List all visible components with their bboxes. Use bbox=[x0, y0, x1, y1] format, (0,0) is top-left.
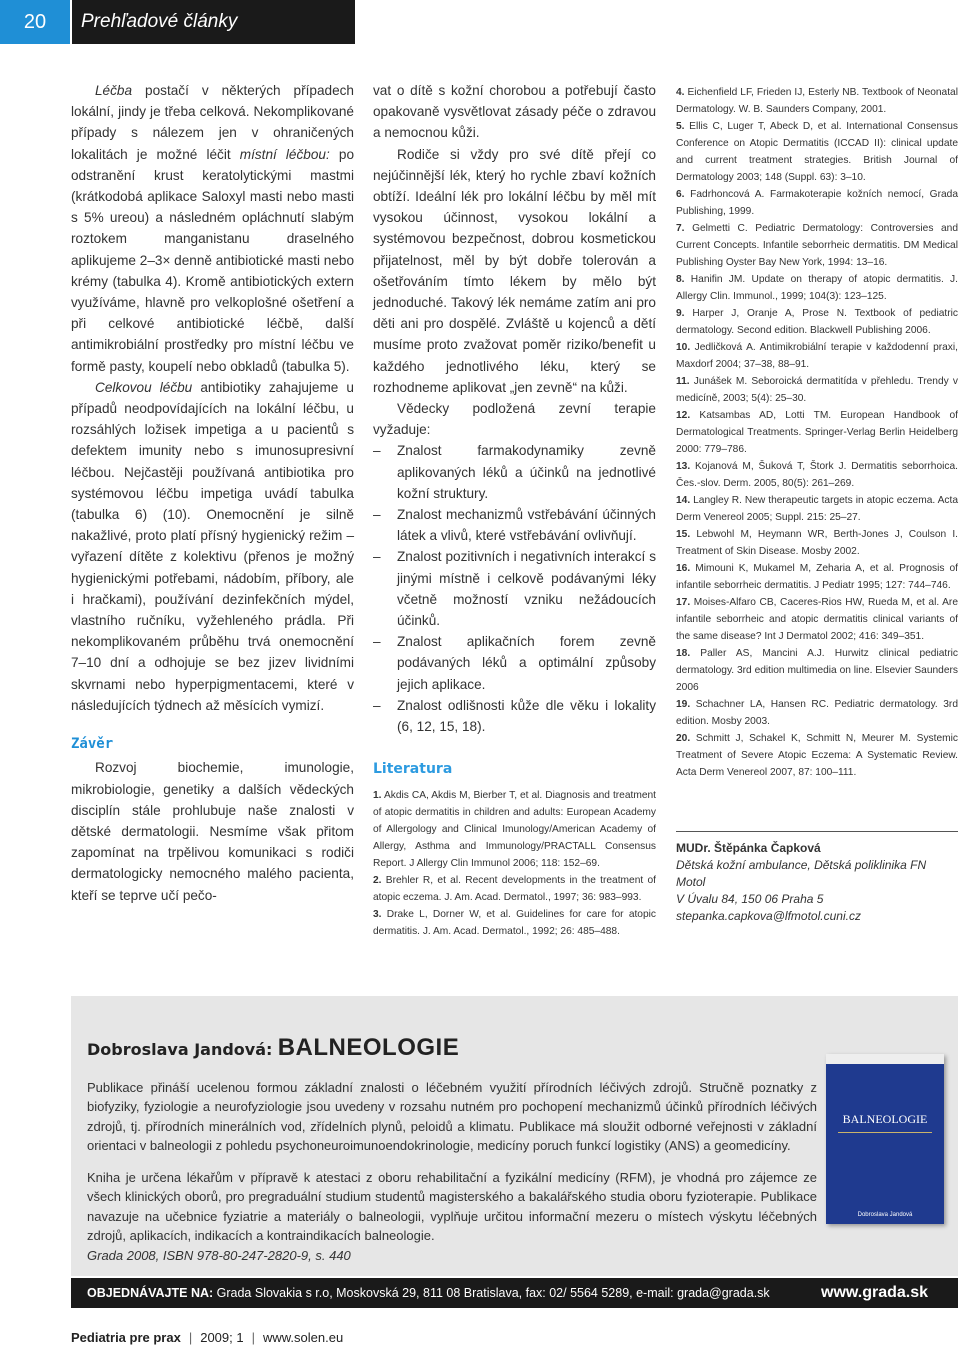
paragraph: Rozvoj biochemie, imunologie, mikrobiologie, genetiky a dalších vědeckých disciplín stále prohlubuje naše znalosti v dětské dermatologii. Nesmíme však přitom zapomínat na trpělivou komunikaci s rodiči dermatologicky nemocného malého pacienta, kteří se teprve učí pečo- bbox=[71, 760, 354, 903]
reference-number: 10. bbox=[676, 342, 691, 353]
list-item: – Znalost aplikačních forem zevně podávaných léků a optimální způsoby jejich aplikace. bbox=[373, 631, 656, 695]
column-1 bbox=[71, 80, 354, 906]
reference-number: 17. bbox=[676, 597, 691, 608]
reference-number: 6. bbox=[676, 189, 685, 200]
reference-item bbox=[676, 696, 958, 730]
reference-item bbox=[676, 186, 958, 220]
reference-item bbox=[676, 373, 958, 407]
reference-number: 8. bbox=[676, 274, 685, 285]
reference-number: 20. bbox=[676, 733, 691, 744]
text-run: postačí v některých případech lokální, jindy je třeba celková. Nekomplikované případy s nálezem jen v ohraničených lokalitách je možné léčit bbox=[71, 83, 354, 162]
paragraph: vat o dítě s kožní chorobou a potřebují často opakovaně vysvětlovat zásady péče o zdravou a nemocnou kůži. bbox=[373, 83, 656, 141]
book-cover-rule bbox=[838, 1132, 932, 1133]
column-3 bbox=[676, 84, 958, 925]
book-cover-title: BALNEOLOGIE bbox=[842, 1112, 928, 1126]
paragraph bbox=[71, 80, 354, 377]
author-name: MUDr. Štěpánka Čapková bbox=[676, 841, 821, 855]
section-heading-literatura: Literatura bbox=[373, 761, 453, 778]
paragraph bbox=[71, 377, 354, 716]
reference-number: 13. bbox=[676, 461, 691, 472]
reference-item bbox=[676, 407, 958, 458]
order-text bbox=[71, 1286, 770, 1300]
reference-text: Schachner LA, Hansen RC. Pediatric dermatology. 3rd edition. Mosby 2003. bbox=[676, 699, 958, 727]
section-title: Prehľadové články bbox=[72, 0, 355, 44]
section-heading-zaver: Závěr bbox=[71, 736, 114, 753]
requirements-list bbox=[373, 440, 656, 737]
reference-number: 11. bbox=[676, 376, 690, 387]
reference-item bbox=[373, 872, 656, 906]
reference-item bbox=[676, 730, 958, 781]
page-number: 20 bbox=[0, 0, 70, 44]
reference-item bbox=[676, 458, 958, 492]
ad-author: Dobroslava Jandová: bbox=[87, 1040, 273, 1059]
reference-text: Hanifin JM. Update on therapy of atopic dermatitis. J. Allergy Clin. Immunol., 1999; 104(3): 123–125. bbox=[676, 274, 958, 302]
reference-text: Fadrhoncová A. Farmakoterapie kožních nemocí, Grada Publishing, 1999. bbox=[676, 189, 958, 217]
italic-term: Léčba bbox=[95, 83, 133, 98]
paragraph: Rodiče si vždy pro své dítě přejí co nejúčinnější lék, který ho rychle zbaví kožních obtíží. Ideální lék pro lokální léčbu by měl mít vysokou účinnost, vysokou lokální a systémovou bezpečnost, dobrou kosmetickou přijatelnost, měl by být dobře tolerován a ošetřováním tímto lékem by mělo být jednoduché. Takový lék nemáme zatím ani pro děti ani pro dospělé. Zvláště u kojenců a dětí musíme proto zvažovat poměr riziko/benefit u každého jednotlivého léku, který se rozhodneme aplikovat „jen zevně“ na kůži. bbox=[373, 146, 656, 395]
list-item: – Znalost pozitivních i negativních interakcí s jinými místně i celkově podávanými léky včetně možností vzniku nežádoucích účinků. bbox=[373, 546, 656, 631]
reference-item bbox=[676, 220, 958, 271]
italic-term: Celkovou léčbu bbox=[95, 379, 193, 395]
author-block bbox=[676, 831, 958, 925]
reference-number: 9. bbox=[676, 308, 685, 319]
reference-item bbox=[676, 560, 958, 594]
reference-number: 12. bbox=[676, 410, 691, 421]
reference-text: Junášek M. Seboroická dermatitída v přehledu. Trendy v medicíně, 2003; 5(4): 25–30. bbox=[676, 376, 958, 404]
reference-number: 15. bbox=[676, 529, 691, 540]
ad-audience: Kniha je určena lékařům v přípravě k atestaci z oboru rehabilitační a fyzikální medicíny (RFM), je vhodná pro zájemce ze všech klinických oborů, pro pregraduální studium studentů magisterského a bakalářského studia oboru fyzioterapie. Publikace navazuje na učebnice fyziatrie a materiály o balneologii, vyplňuje určitou informační mezeru o místech výskytu léčebných zdrojů, aplikacích, indikacích a kontraindikacích balneologie. bbox=[87, 1170, 817, 1243]
reference-item bbox=[676, 339, 958, 373]
reference-number: 1. bbox=[373, 789, 382, 801]
reference-number: 2. bbox=[373, 874, 382, 886]
reference-text: Eichenfield LF, Frieden IJ, Esterly NB. Textbook of Neonatal Dermatology. W. B. Saunders Company, 2001. bbox=[676, 87, 958, 115]
reference-item bbox=[676, 492, 958, 526]
book-cover-stripe bbox=[826, 1054, 944, 1064]
order-bar bbox=[71, 1278, 958, 1308]
footer-separator: | bbox=[251, 1330, 255, 1345]
reference-number: 4. bbox=[676, 87, 685, 98]
author-address: V Úvalu 84, 150 06 Praha 5 bbox=[676, 892, 824, 906]
reference-text: Brehler R, et al. Recent developments in the treatment of atopic eczema. J. Am. Acad. Dermatol., 1997; 36: 983–993. bbox=[373, 874, 656, 903]
book-advertisement bbox=[71, 996, 958, 1276]
reference-number: 3. bbox=[373, 908, 382, 920]
reference-text: Katsambas AD, Lotti TM. European Handbook of Dermatological Treatments. Springer-Verlag Berlin Heidelberg 2000: 779–786. bbox=[676, 410, 958, 455]
ad-book-title: BALNEOLOGIE bbox=[277, 1034, 460, 1061]
reference-number: 5. bbox=[676, 121, 685, 132]
book-cover-image bbox=[826, 1054, 944, 1224]
page-footer bbox=[71, 1330, 343, 1345]
list-item: – Znalost odlišnosti kůže dle věku i lokality (6, 12, 15, 18). bbox=[373, 695, 656, 737]
journal-name: Pediatria pre prax bbox=[71, 1330, 181, 1345]
reference-text: Drake L, Dorner W, et al. Guidelines for care for atopic dermatitis. J. Am. Acad. Dermatol., 1992; 26: 485–488. bbox=[373, 908, 656, 937]
footer-separator: | bbox=[188, 1330, 193, 1345]
list-item: – Znalost farmakodynamiky zevně aplikovaných léků a účinků na jednotlivé kožní struktury. bbox=[373, 440, 656, 504]
book-cover-author: Dobroslava Jandová bbox=[857, 1212, 913, 1218]
reference-number: 16. bbox=[676, 563, 691, 574]
reference-item bbox=[373, 906, 656, 940]
reference-text: Jedličková A. Antimikrobiální terapie v každodenní praxi, Maxdorf 2004; 37–38, 88–91. bbox=[676, 342, 958, 370]
order-label: OBJEDNÁVAJTE NA: bbox=[87, 1286, 214, 1300]
reference-text: Kojanová M, Šuková T, Štork J. Dermatitis seborrhoica. Čes.-slov. Derm. 2005, 80(5): 261–269. bbox=[676, 461, 958, 489]
ad-title bbox=[87, 1034, 459, 1062]
reference-number: 7. bbox=[676, 223, 685, 234]
reference-text: Schmitt J, Schakel K, Schmitt N, Meurer M. Systemic Treatment of Severe Atopic Eczema: A Systematic Review. Acta Derm Venereol 2007, 87: 100–111. bbox=[676, 733, 958, 778]
reference-text: Langley R. New therapeutic targets in atopic eczema. Acta Derm Venereol 2005; Suppl. 215: 25–27. bbox=[676, 495, 958, 523]
reference-item bbox=[373, 787, 656, 872]
journal-site-link[interactable]: www.solen.eu bbox=[262, 1330, 344, 1345]
reference-text: Ellis C, Luger T, Abeck D, et al. International Consensus Conference on Atopic Dermatitis (ICCAD II): clinical update and current treatment strategies. British Journal of Dermatology 2003; 148 (Suppl. 63): 3–10. bbox=[676, 121, 958, 183]
reference-text: Gelmetti C. Pediatric Dermatology: Controversies and Current Concepts. Infantile seborrheic dermatitis. DM Medical Publishing Oyster Bay New York, 1994: 13–16. bbox=[676, 223, 958, 268]
author-affiliation: Dětská kožní ambulance, Dětská poliklinika FN Motol bbox=[676, 858, 927, 889]
reference-item bbox=[676, 305, 958, 339]
reference-number: 19. bbox=[676, 699, 691, 710]
reference-item bbox=[676, 84, 958, 118]
reference-list bbox=[676, 84, 958, 781]
text-run: po odstranění krust keratolytickými mastmi (krátkodobá aplikace Saloxyl masti nebo masti s 5% ureou) a následném opláchnutí slabým roztokem manganistanu draselného aplikujeme 2–3× denně antibiotické masti nebo krémy (tabulka 4). Kromě antibiotických extern využíváme, hlavně pro velkoplošné ošetření a při celkové antibiotické léčbě, další antimikrobiální prostředky pro místní léčbu ve formě pasty, koupelí nebo obkladů (tabulka 5). bbox=[71, 146, 355, 374]
reference-number: 18. bbox=[676, 648, 691, 659]
ad-publication-info: Grada 2008, ISBN 978-80-247-2820-9, s. 440 bbox=[87, 1248, 351, 1263]
order-contact: Grada Slovakia s r.o, Moskovská 29, 811 08 Bratislava, fax: 02/ 5564 5289, e-mail: grada@grada.sk bbox=[213, 1286, 770, 1300]
reference-text: Moises-Alfaro CB, Caceres-Rios HW, Rueda M, et al. Are infantile seborrheic and atopic dermatitis clinical variants of the same disease? Int J Dermatol 2002; 416: 349–351. bbox=[676, 597, 958, 642]
reference-text: Mimouni K, Mukamel M, Zeharia A, et al. Prognosis of infantile seborrheic dermatitis. J Pediatr 1995; 127: 744–746. bbox=[676, 563, 958, 591]
order-website-link[interactable]: www.grada.sk bbox=[821, 1284, 928, 1301]
reference-text: Akdis CA, Akdis M, Bierber T, et al. Diagnosis and treatment of atopic dermatitis in children and adults: European Academy of Allergology and Clinical Imunology/American Academy of Allergy, Asthma and Immunology/PRACTALL Consensus Report. J Allergy Clin Immunol 2006; 118: 152–69. bbox=[373, 789, 656, 869]
italic-term: místní léčbou: bbox=[239, 146, 330, 162]
reference-text: Paller AS, Mancini A.J. Hurwitz clinical pediatric dermatology. 3rd edition multimedia on line. Elsevier Saunders 2006 bbox=[676, 648, 958, 693]
column-2 bbox=[373, 80, 656, 940]
reference-item bbox=[676, 645, 958, 696]
reference-number: 14. bbox=[676, 495, 691, 506]
author-email[interactable]: stepanka.capkova@lfmotol.cuni.cz bbox=[676, 909, 861, 923]
reference-list bbox=[373, 787, 656, 940]
reference-text: Harper J, Oranje A, Prose N. Textbook of pediatric dermatology. Second edition. Blackwell Publishing 2006. bbox=[676, 308, 958, 336]
reference-item bbox=[676, 594, 958, 645]
ad-description: Publikace přináší ucelenou formou základní znalosti o léčebném využití přírodních léčivých zdrojů. Stručně poznatky z biofyziky, fyziologie a neurofyziologie jsou uvedeny v rozsahu nutném pro pochopení mechanizmů účinků přírodních léčivých zdrojů, tj. přírodních minerálních vod, zřídelních plynů, peloidů a klimatu. Publikace má sloužit odborné veřejnosti v základní orientaci v balneologii z pohledu psychoneuroimunoendokrinologie, medicíny poruch funkcí logistiky (ANS) a geomedicíny. bbox=[87, 1080, 817, 1153]
list-item: – Znalost mechanizmů vstřebávání účinných látek a vlivů, které vstřebávání ovlivňují. bbox=[373, 504, 656, 546]
reference-item bbox=[676, 526, 958, 560]
reference-item bbox=[676, 118, 958, 186]
text-run: antibiotiky zahajujeme u případů neodpovídajících na lokální léčbu, u rozsáhlých ložisek impetiga a u pacientů s defektem imunity nebo s imunosupresivní léčbou. Nejčastěji používaná antibiotika pro systémovou léčbu impetiga uvádí tabulka (tabulka 6) (10). Onemocnění je silně nakažlivé, proto platí přísný hygienický režim – vyřazení dítěte z kolektivu (přenos je možný hygienickými potřebami, nádobím, příbory, ale i hračkami), používání dezinfekčních mýdel, vlastního ručníku, vyžehleného prádla. Při nekomplikovaném průběhu trvá onemocnění 7–10 dní a odhojuje se bez jizev lividními skvrnami nebo hyperpigmentacemi, které v následujících týdnech až měsících vymizí. bbox=[71, 379, 354, 713]
journal-issue: 2009; 1 bbox=[200, 1330, 244, 1345]
reference-item bbox=[676, 271, 958, 305]
reference-text: Lebwohl M, Heymann WR, Berth-Jones J, Coulson I. Treatment of Skin Disease. Mosby 2002. bbox=[676, 529, 958, 557]
paragraph: Vědecky podložená zevní terapie vyžaduje: bbox=[373, 401, 656, 438]
